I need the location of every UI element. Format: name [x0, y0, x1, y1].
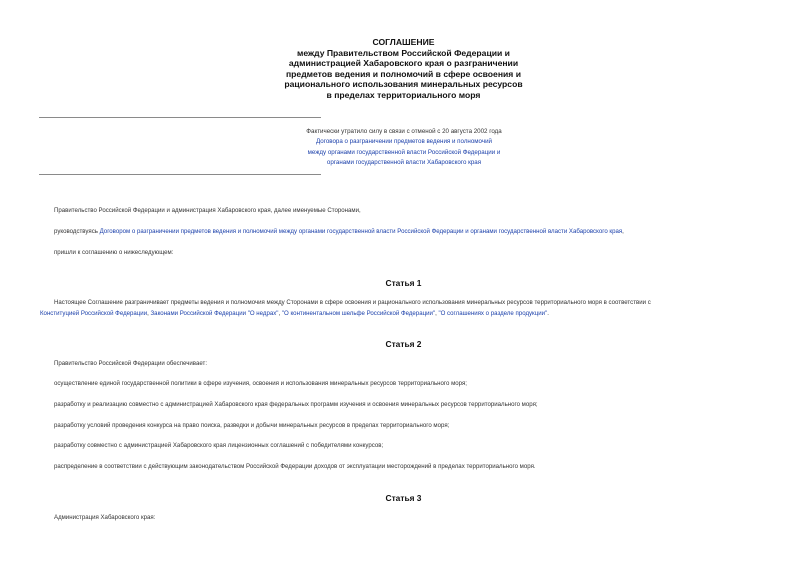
- divider-top: [39, 117, 321, 118]
- title-line: СОГЛАШЕНИЕ: [372, 37, 435, 47]
- law-psa-link[interactable]: "О соглашениях о разделе продукции": [438, 310, 548, 317]
- law-subsoil-link[interactable]: Законами Российской Федерации "О недрах": [150, 310, 279, 317]
- preamble-text: руководствуясь: [54, 228, 100, 235]
- title-line: между Правительством Российской Федерации и: [297, 47, 510, 58]
- article-paragraph: Настоящее Соглашение разграничивает предметы ведения и полномочия между Сторонами в сфере освоения и рационального использования минеральных ресурсов территориального моря в соответствии с: [54, 299, 651, 306]
- title-line: администрацией Хабаровского края о разграничении: [288, 58, 519, 69]
- article-paragraph: распределение в соответствии с действующим законодательством Российской Федерации доходов от эксплуатации месторождений в пределах территориального моря.: [54, 463, 536, 470]
- validity-note-text: Фактически утратило силу в связи с отменой с 20 августа 2002 года: [306, 128, 502, 135]
- article-paragraph: [40, 309, 549, 319]
- preamble-paragraph: пришли к соглашению о нижеследующем:: [54, 249, 174, 256]
- preamble-text: ,: [622, 228, 624, 235]
- article-heading: Статья 1: [385, 278, 422, 288]
- article-heading: Статья 2: [385, 339, 422, 349]
- article-paragraph: Администрация Хабаровского края:: [54, 514, 156, 521]
- treaty-link[interactable]: Договором о разграничении предметов ведения и полномочий между органами государственной власти Российской Федерации и органами государственной власти Хабаровского края: [99, 228, 623, 235]
- article-paragraph: Правительство Российской Федерации обеспечивает:: [54, 360, 208, 367]
- separator: .: [547, 310, 549, 317]
- title-line: предметов ведения и полномочий в сфере освоения и: [285, 68, 521, 79]
- validity-note: [240, 127, 568, 168]
- preamble-paragraph: [54, 227, 624, 237]
- title-line: рационального использования минеральных ресурсов: [284, 79, 523, 90]
- preamble-paragraph: Правительство Российской Федерации и администрация Хабаровского края, далее именуемые Сторонами,: [54, 207, 361, 214]
- separator: ,: [147, 310, 151, 317]
- title-line: в пределах территориального моря: [326, 89, 481, 100]
- validity-note-link[interactable]: органами государственной власти Хабаровского края: [326, 158, 482, 166]
- article-paragraph: разработку и реализацию совместно с администрацией Хабаровского края федеральных программ изучения и освоения минеральных ресурсов территориального моря;: [54, 401, 538, 408]
- document-title: [180, 37, 627, 101]
- law-shelf-link[interactable]: "О континентальном шельфе Российской Федерации": [281, 310, 436, 317]
- separator: ,: [278, 310, 282, 317]
- article-paragraph: разработку условий проведения конкурса на право поиска, разведки и добычи минеральных ресурсов в пределах территориального моря;: [54, 422, 450, 429]
- divider-bottom: [39, 174, 321, 175]
- validity-note-link[interactable]: Договора о разграничении предметов ведения и полномочий: [316, 138, 492, 146]
- validity-note-link[interactable]: между органами государственной власти Российской Федерации и: [307, 148, 501, 156]
- separator: ,: [435, 310, 439, 317]
- constitution-link[interactable]: Конституцией Российской Федерации: [40, 310, 148, 317]
- article-heading: Статья 3: [385, 493, 422, 503]
- article-paragraph: осуществление единой государственной политики в сфере изучения, освоения и использования минеральных ресурсов территориального моря;: [54, 380, 467, 387]
- article-paragraph: разработку совместно с администрацией Хабаровского края лицензионных соглашений с победителями конкурсов;: [54, 442, 384, 449]
